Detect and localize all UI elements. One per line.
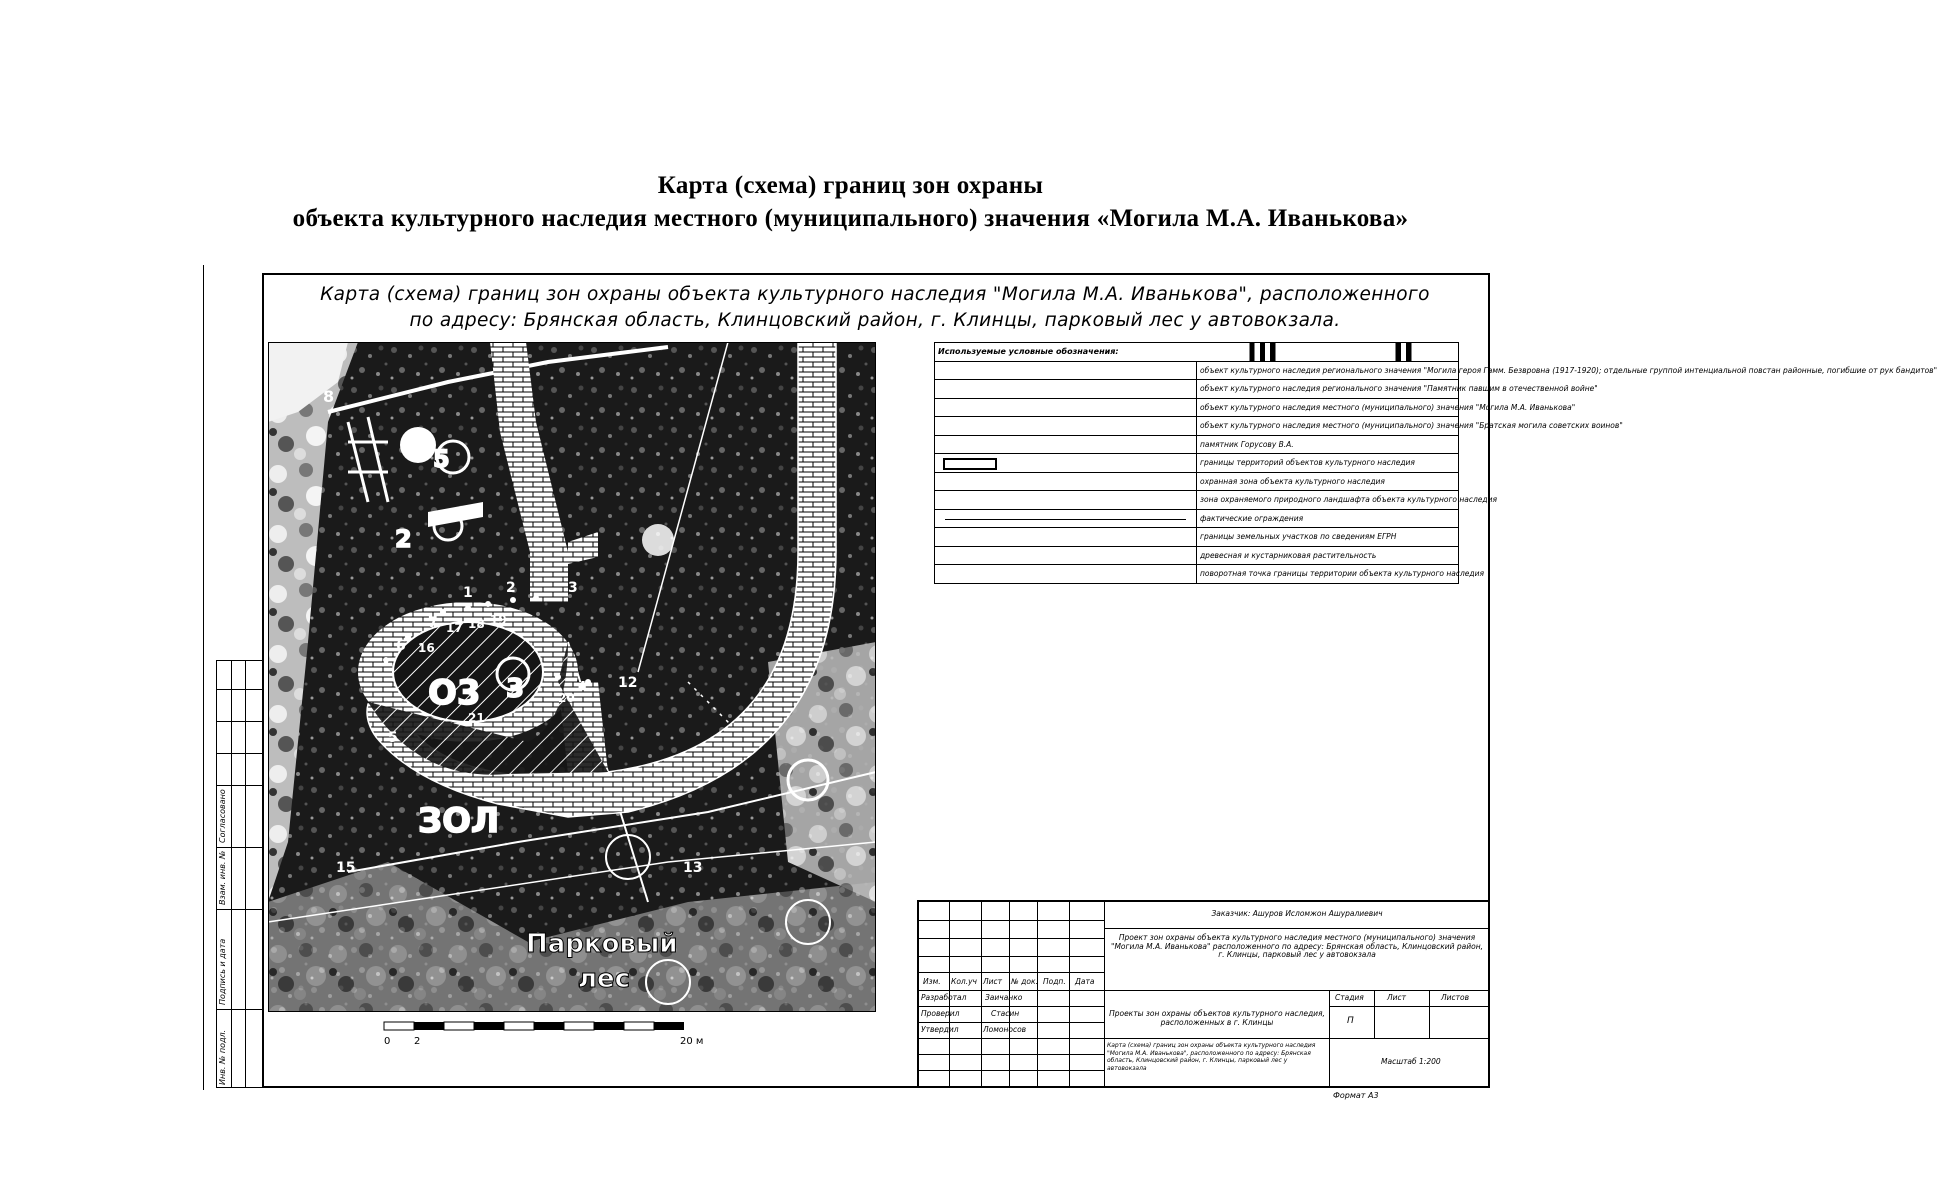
scale-label-0: 0 — [384, 1036, 391, 1047]
col-header-count: Кол.уч — [951, 977, 977, 986]
map-heading-line1: Карта (схема) границ зон охраны объекта культурного наследия "Могила М.А. Иванькова", расположенного — [320, 284, 1430, 305]
legend-row — [935, 491, 1459, 510]
col-header-date: Дата — [1075, 977, 1095, 986]
name-approver: Ломоносов — [983, 1025, 1027, 1034]
role-approver: Утвердил — [921, 1025, 959, 1034]
legend-header: Используемые условные обозначения: — [935, 343, 1459, 362]
document-name: Проекты зон охраны объектов культурного наследия, расположенных в г. Клинцы — [1109, 1009, 1325, 1027]
legend-symbol — [935, 491, 1197, 510]
zone-label-o3: О3 — [428, 673, 481, 713]
legend-row — [935, 454, 1459, 473]
point-label-8: 8 — [323, 387, 335, 406]
sidebar-replace-inv: Взам. инв. № — [218, 850, 227, 905]
name-checker: Стасин — [991, 1009, 1020, 1018]
legend-text: объект культурного наследия местного (муниципального) значения "Братская могила советских воинов" — [1197, 417, 1459, 436]
legend-text: объект культурного наследия регионального значения "Могила героя Гамм. Безвровна (1917-1920); отдельные группой интенциальной повстан районные, погибшие от рук бандитов" — [1197, 361, 1459, 380]
legend-row — [935, 361, 1459, 380]
project-title: Проект зон охраны объекта культурного наследия местного (муниципального) значения "Могила М.А. Иванькова" расположенного по адресу: Брянская область, Клинцовский район, г. Клинцы, парковый лес у автовокзала — [1111, 933, 1483, 960]
scale-text: Масштаб 1:200 — [1381, 1057, 1441, 1066]
legend-symbol — [935, 417, 1197, 436]
legend-text: поворотная точка границы территории объекта культурного наследия — [1197, 565, 1459, 584]
sidebar-agreed: Согласовано — [218, 789, 227, 843]
legend-row — [935, 472, 1459, 491]
scale-label-20: 20 м — [680, 1036, 704, 1047]
legend-row — [935, 565, 1459, 584]
side-stamp — [216, 660, 264, 1088]
page-title-line1: Карта (схема) границ зон охраны — [657, 172, 1044, 199]
area-label-forest: лес — [578, 964, 631, 994]
sheets-header: Листов — [1441, 993, 1470, 1002]
area-label-park: Парковый — [526, 929, 678, 959]
point-label-2: 2 — [506, 580, 516, 596]
point-label-21: 21 — [468, 711, 485, 725]
point-label-5: 5 — [388, 730, 398, 746]
object-number-2: 2 — [395, 525, 412, 553]
legend-symbol — [935, 546, 1197, 565]
map-heading-line2: по адресу: Брянская область, Клинцовский район, г. Клинцы, парковый лес у автовокзала. — [409, 310, 1341, 331]
point-label-1: 1 — [463, 585, 473, 601]
legend-row — [935, 546, 1459, 565]
point-label-15: 15 — [336, 860, 356, 876]
point-label-3: 3 — [568, 580, 578, 596]
legend-symbol — [935, 361, 1197, 380]
point-label-7: 7 — [428, 615, 438, 631]
stage-header: Стадия — [1335, 993, 1364, 1002]
point-label-6: 6 — [396, 638, 406, 654]
fence-line-icon — [945, 519, 1186, 520]
legend-text: зона охраняемого природного ландшафта объекта культурного наследия — [1197, 491, 1459, 510]
point-label-19: 19 — [490, 613, 507, 627]
legend-row — [935, 435, 1459, 454]
zone-label-zol: ЗОЛ — [418, 801, 500, 841]
legend-row — [935, 398, 1459, 417]
col-header-sheet: Лист — [983, 977, 1003, 986]
sidebar-sign-date: Подпись и дата — [218, 938, 227, 1005]
col-header-sign: Подп. — [1043, 977, 1066, 986]
legend-symbol — [935, 398, 1197, 417]
legend-text: границы земельных участков по сведениям ЕГРН — [1197, 528, 1459, 547]
point-label-12: 12 — [618, 675, 638, 691]
point-label-16: 16 — [418, 641, 435, 655]
customer-line: Заказчик: Ашуров Исломжон Ашуралиевич — [1211, 909, 1383, 918]
legend-row — [935, 528, 1459, 547]
boundary-box-icon — [943, 458, 997, 470]
legend-symbol — [935, 509, 1197, 528]
col-header-doc: № док. — [1011, 977, 1038, 986]
point-label-4: 4 — [578, 679, 587, 693]
map-border — [268, 342, 876, 1012]
legend-row — [935, 417, 1459, 436]
title-block — [917, 900, 1490, 1088]
point-label-13: 13 — [683, 860, 703, 876]
object-number-5: 5 — [433, 445, 450, 473]
legend-symbol — [935, 435, 1197, 454]
paper-format: Формат А3 — [1333, 1091, 1379, 1100]
legend-text: охранная зона объекта культурного наследия — [1197, 472, 1459, 491]
legend-text: границы территорий объектов культурного наследия — [1197, 454, 1459, 473]
sheet-header: Лист — [1387, 993, 1407, 1002]
legend-text: объект культурного наследия регионального значения "Памятник павшим в отечественной войне" — [1197, 380, 1459, 399]
page-title-line2: объекта культурного наследия местного (муниципального) значения «Могила М.А. Иванькова» — [292, 205, 1409, 232]
stage-value: П — [1347, 1016, 1354, 1026]
scale-bar — [384, 1018, 704, 1050]
legend-text: памятник Горусову В.А. — [1197, 435, 1459, 454]
point-label-20: 20 — [558, 691, 575, 705]
sidebar-inv-no: Инв. № подл. — [218, 1029, 227, 1085]
role-checker: Проверил — [921, 1009, 960, 1018]
legend-row — [935, 509, 1459, 528]
point-label-18: 18 — [468, 617, 485, 631]
legend-symbol — [935, 565, 1197, 584]
legend-text: древесная и кустарниковая растительность — [1197, 546, 1459, 565]
point-label-17: 17 — [446, 621, 463, 635]
role-developer: Разработал — [921, 993, 967, 1002]
legend-row — [935, 380, 1459, 399]
legend-table — [934, 342, 1937, 584]
legend-symbol — [935, 472, 1197, 491]
legend-text: объект культурного наследия местного (муниципального) значения "Могила М.А. Иванькова" — [1197, 398, 1459, 417]
legend-symbol — [935, 380, 1197, 399]
sheet-description: Карта (схема) границ зон охраны объекта культурного наследия "Могила М.А. Иванькова", расположенного по адресу: Брянская область, Клинцовский район, г. Клинцы, парковый лес у автовокзала — [1107, 1042, 1316, 1072]
scale-label-2: 2 — [414, 1036, 421, 1047]
legend-symbol — [935, 454, 1197, 473]
col-header-change: Изм. — [923, 977, 941, 986]
object-number-3: 3 — [506, 674, 525, 704]
name-developer: Заичанко — [985, 993, 1023, 1002]
binding-margin-line — [203, 265, 204, 1090]
legend-symbol — [935, 528, 1197, 547]
legend-text: фактические ограждения — [1197, 509, 1459, 528]
